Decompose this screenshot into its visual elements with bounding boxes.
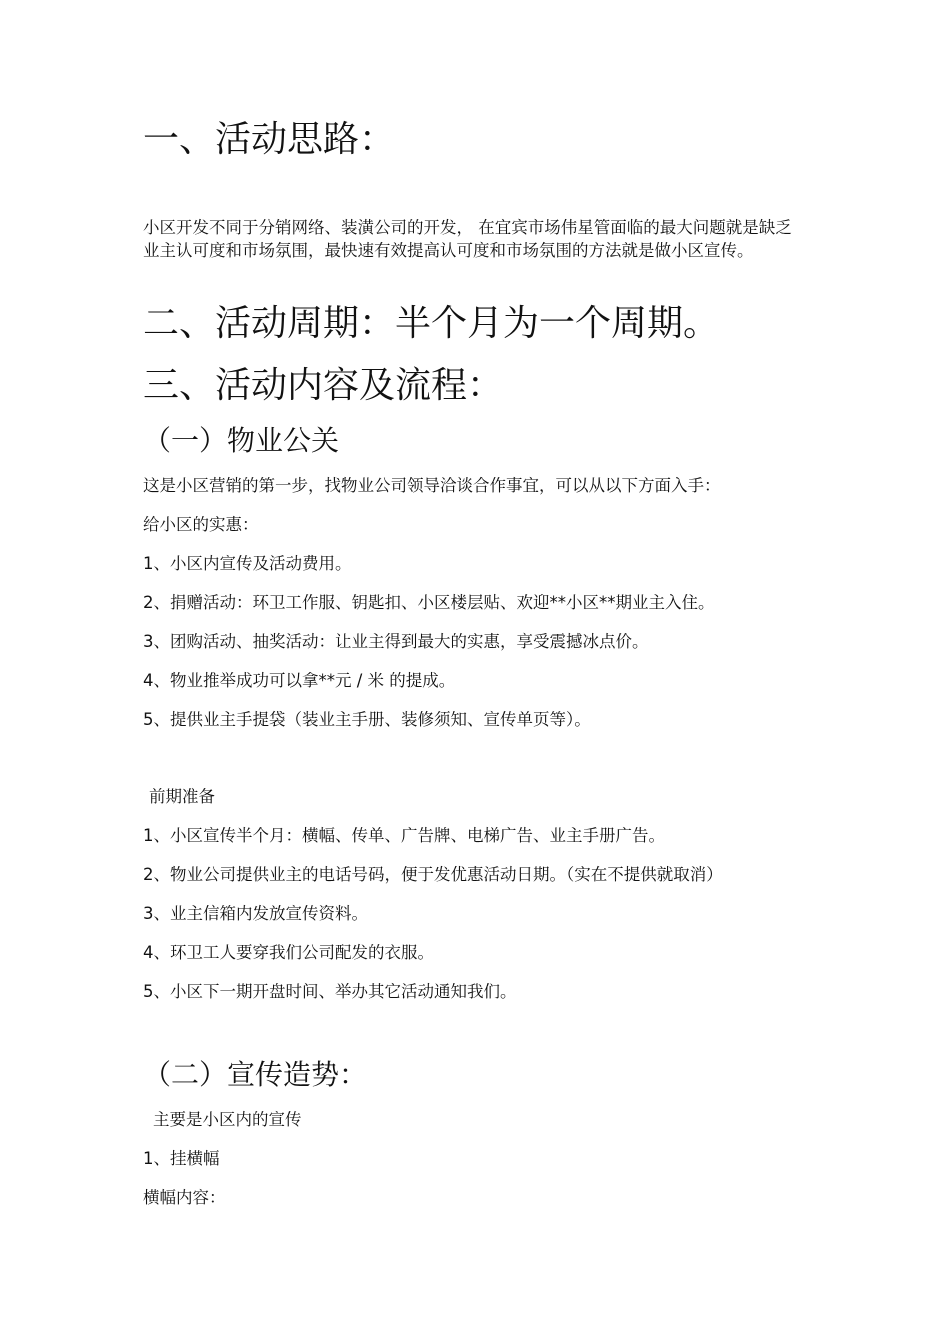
section-2-heading: 二、活动周期：半个月为一个周期。 [143,303,720,344]
prep-item: 5、小区下一期开盘时间、举办其它活动通知我们。 [143,982,517,1001]
banner-content-label: 横幅内容： [143,1188,226,1207]
section-3-heading: 三、活动内容及流程： [143,365,504,406]
section-1-heading: 一、活动思路： [143,119,396,160]
prep-label: 前期准备 [149,787,215,806]
prep-item: 2、物业公司提供业主的电话号码，便于发优惠活动日期。（实在不提供就取消） [143,865,723,884]
subsection-1-intro: 这是小区营销的第一步，找物业公司领导洽谈合作事宜，可以从以下方面入手： [143,476,721,495]
benefit-item: 1、小区内宣传及活动费用。 [143,554,352,573]
subsection-2-heading: （二）宣传造势： [143,1058,368,1091]
benefit-item: 2、捐赠活动：环卫工作服、钥匙扣、小区楼层贴、欢迎**小区**期业主入住。 [143,593,715,612]
subsection-2-intro: 主要是小区内的宣传 [153,1110,302,1129]
benefit-item: 5、提供业主手提袋（装业主手册、装修须知、宣传单页等）。 [143,710,591,729]
section-1-paragraph: 小区开发不同于分销网络、装潢公司的开发， 在宜宾市场伟星管面临的最大问题就是缺乏业主认可度和市场氛围，最快速有效提高认可度和市场氛围的方法就是做小区宣传。 [143,218,792,260]
prep-item: 1、小区宣传半个月：横幅、传单、广告牌、电梯广告、业主手册广告。 [143,826,665,845]
benefit-item: 4、物业推举成功可以拿**元 / 米 的提成。 [143,671,456,690]
subsection-1-heading: （一）物业公关 [143,424,340,457]
prep-item: 4、环卫工人要穿我们公司配发的衣服。 [143,943,434,962]
benefits-label: 给小区的实惠： [143,515,259,534]
prep-item: 3、业主信箱内发放宣传资料。 [143,904,368,923]
benefit-item: 3、团购活动、抽奖活动：让业主得到最大的实惠，享受震撼冰点价。 [143,632,649,651]
publicity-item: 1、挂横幅 [143,1149,220,1168]
